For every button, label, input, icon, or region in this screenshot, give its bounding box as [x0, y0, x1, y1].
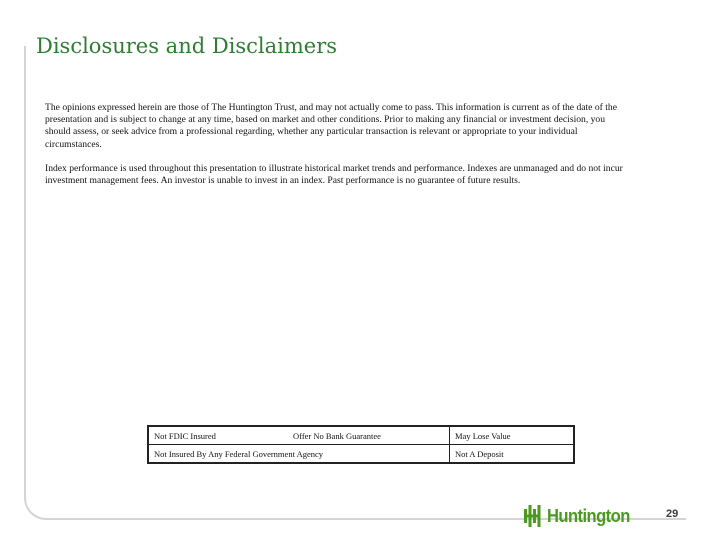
disclaimer-not-fdic-insured: Not FDIC Insured [154, 431, 216, 441]
disclaimer-no-bank-guarantee: Offer No Bank Guarantee [293, 431, 381, 441]
disclaimer-row [149, 427, 573, 445]
disclaimer-may-lose-value: May Lose Value [455, 431, 511, 441]
page-number: 29 [666, 508, 679, 520]
logo-wordmark: Huntington [547, 505, 630, 526]
table-divider [449, 427, 450, 444]
disclosure-paragraph-index-performance: Index performance is used throughout this presentation to illustrate historical market trends and performance. Indexes are unmanaged and do not incur investment management fees. An investor is unable to invest in an index. Past performance is no guarantee of future results. [45, 163, 623, 187]
huntington-logo [524, 504, 637, 528]
disclaimer-row [149, 445, 573, 462]
huntington-logo-icon [524, 505, 544, 527]
disclaimer-table [147, 425, 575, 464]
disclosure-paragraph-opinions: The opinions expressed herein are those of The Huntington Trust, and may not actually come to pass. This information is current as of the date of the presentation and is subject to change at any time, based on market and other conditions. Prior to making any financial or investment decision, you should assess, or seek advice from a professional regarding, whether any particular transaction is relevant or appropriate to your individual circumstances. [45, 102, 617, 150]
table-divider [449, 445, 450, 462]
page-title: Disclosures and Disclaimers [36, 34, 338, 58]
disclaimer-not-a-deposit: Not A Deposit [455, 449, 504, 459]
disclaimer-not-insured-by-agency: Not Insured By Any Federal Government Agency [154, 449, 324, 459]
